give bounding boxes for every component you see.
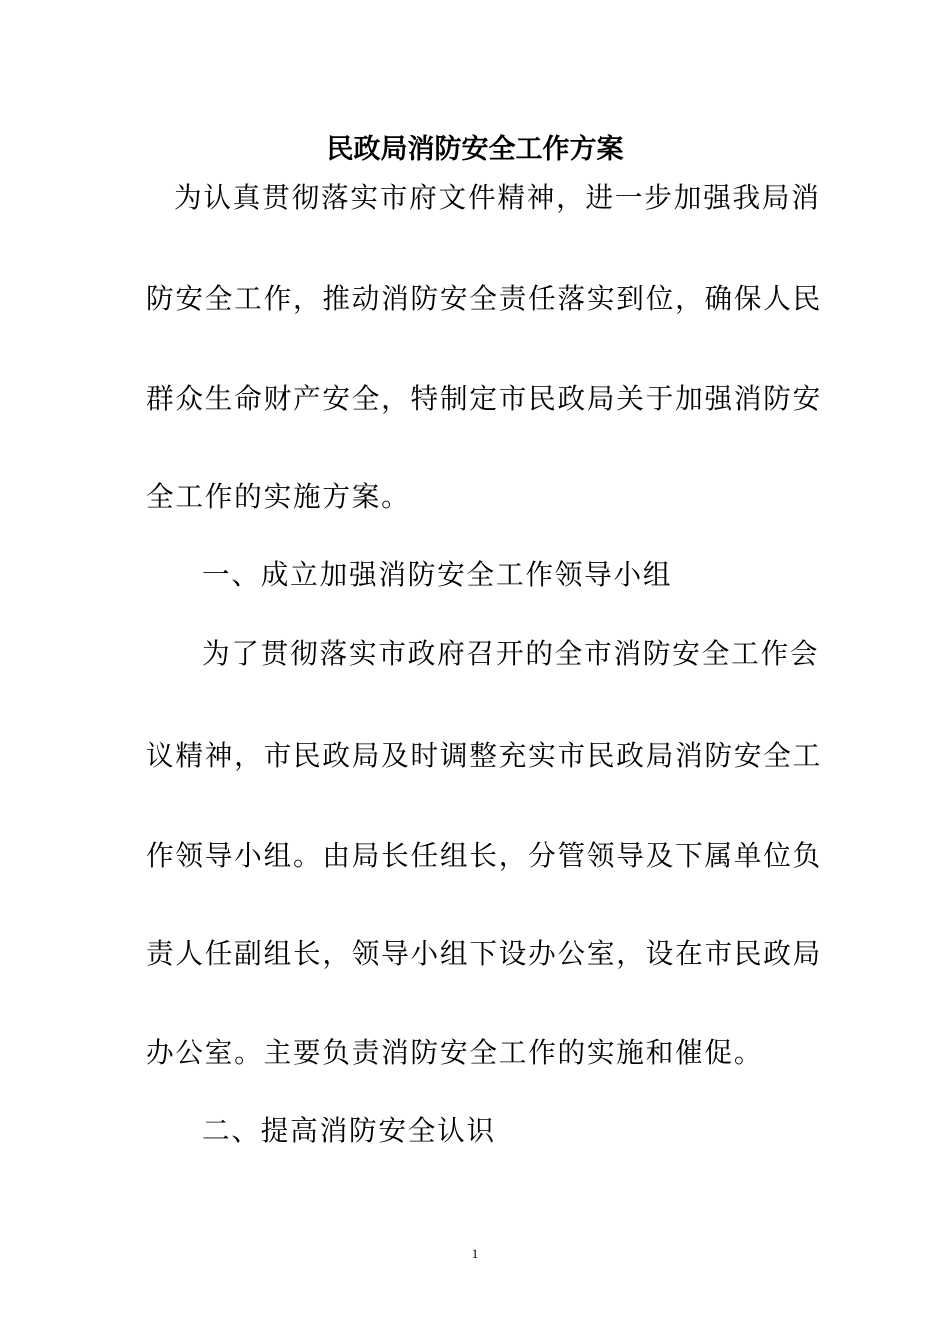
paragraph-line: 为认真贯彻落实市府文件精神，进一步加强我局消 — [174, 181, 821, 214]
paragraph-line: 作领导小组。由局长任组长，分管领导及下属单位负 — [146, 839, 823, 872]
paragraph-line: 办公室。主要负责消防安全工作的实施和催促。 — [146, 1036, 764, 1069]
paragraph-line: 责人任副组长，领导小组下设办公室，设在市民政局 — [146, 937, 823, 970]
paragraph-line: 全工作的实施方案。 — [146, 480, 411, 513]
paragraph-line: 群众生命财产安全，特制定市民政局关于加强消防安 — [146, 382, 823, 415]
paragraph-line: 为了贯彻落实市政府召开的全市消防安全工作会 — [202, 637, 820, 670]
paragraph-line: 议精神，市民政局及时调整充实市民政局消防安全工 — [146, 739, 823, 772]
section-heading: 二、提高消防安全认识 — [202, 1114, 496, 1147]
document-title: 民政局消防安全工作方案 — [326, 134, 624, 165]
paragraph-line: 防安全工作，推动消防安全责任落实到位，确保人民 — [146, 282, 823, 315]
section-heading: 一、成立加强消防安全工作领导小组 — [202, 558, 673, 591]
page-number: 1 — [471, 1246, 479, 1261]
